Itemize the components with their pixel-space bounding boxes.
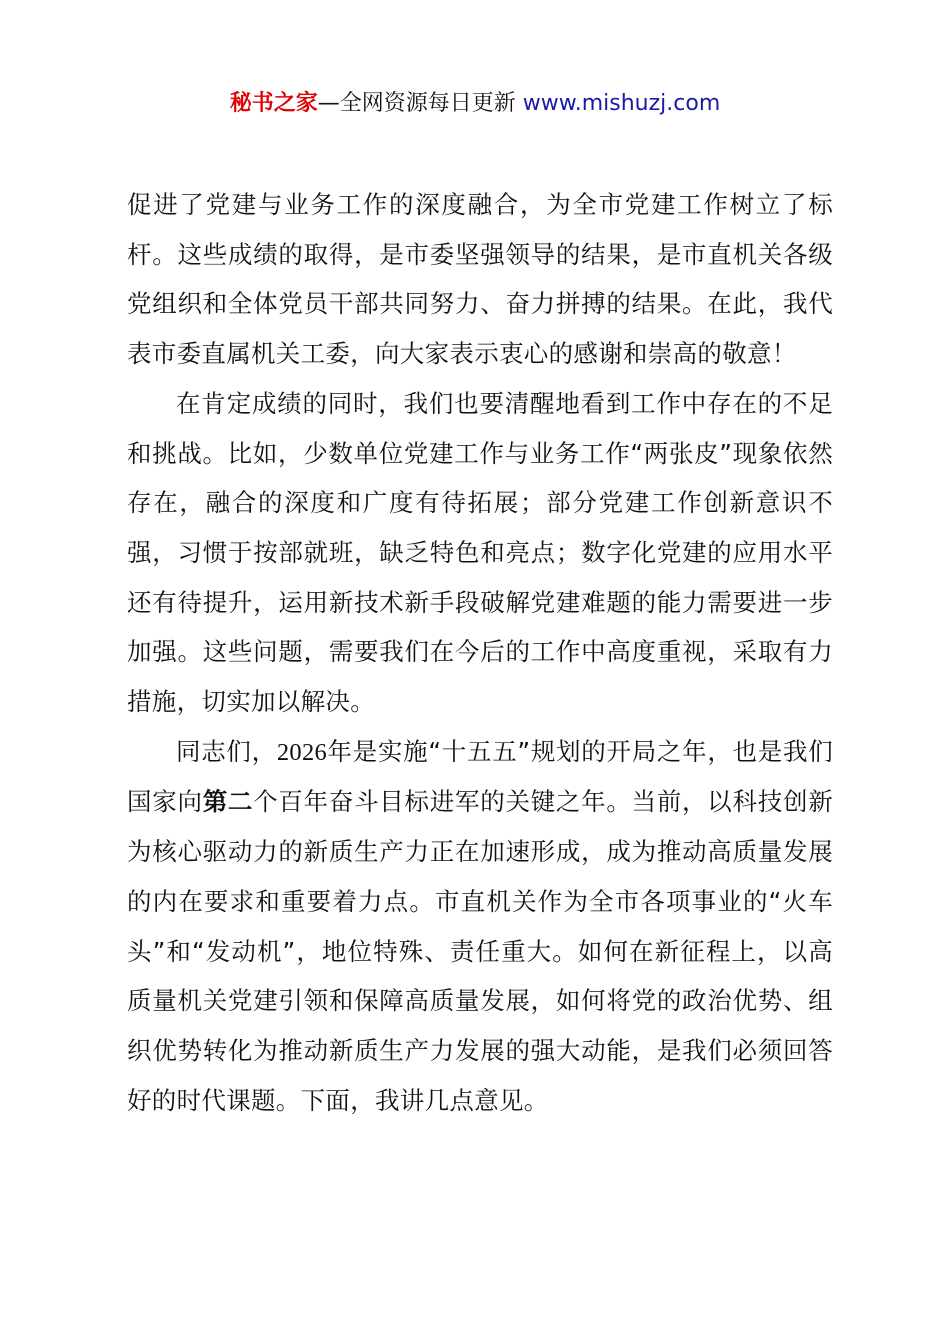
site-header (0, 88, 950, 120)
header-separator: — (317, 91, 340, 116)
paragraph-3-part-3: 个百年奋斗目标进军的关键之年。当前，以科技创新为核心驱动力的新质生产力正在加速形成，成为推动高质量发展的内在要求和重要着力点。市直机关作为全市各项事业的“火车头”和“发动机”，地位特殊、责任重大。如何在新征程上，以高质量机关党建引领和保障高质量发展，如何将党的政治优势、组织优势转化为推动新质生产力发展的强大动能，是我们必须回答好的时代课题。下面，我讲几点意见。 (127, 787, 833, 1115)
paragraph-3-part-2: 年是实施“十五五”规划的开局之年，也是我们国家向 (127, 736, 834, 817)
paragraph-3-part-1: 同志们， (176, 736, 277, 766)
paragraph-1: 促进了党建与业务工作的深度融合，为全市党建工作树立了标杆。这些成绩的取得，是市委坚强领导的结果，是市直机关各级党组织和全体党员干部共同努力、奋力拼搏的结果。在此，我代表市委直属机关工委，向大家表示衷心的感谢和崇高的敬意！ (127, 190, 833, 369)
brand-name: 秘书之家 (229, 91, 318, 116)
paragraph-3-year: 2026 (276, 738, 328, 766)
site-url-link[interactable]: www.mishuzj.com (522, 91, 721, 116)
document-body (127, 180, 833, 1125)
paragraph-3-bold-text: 第二 (202, 787, 254, 817)
paragraph-3 (127, 727, 833, 1126)
header-tagline: 全网资源每日更新 (339, 91, 523, 116)
paragraph-2: 在肯定成绩的同时，我们也要清醒地看到工作中存在的不足和挑战。比如，少数单位党建工作与业务工作“两张皮”现象依然存在，融合的深度和广度有待拓展；部分党建工作创新意识不强，习惯于按部就班，缺乏特色和亮点；数字化党建的应用水平还有待提升，运用新技术新手段破解党建难题的能力需要进一步加强。这些问题，需要我们在今后的工作中高度重视，采取有力措施，切实加以解决。 (127, 388, 833, 717)
